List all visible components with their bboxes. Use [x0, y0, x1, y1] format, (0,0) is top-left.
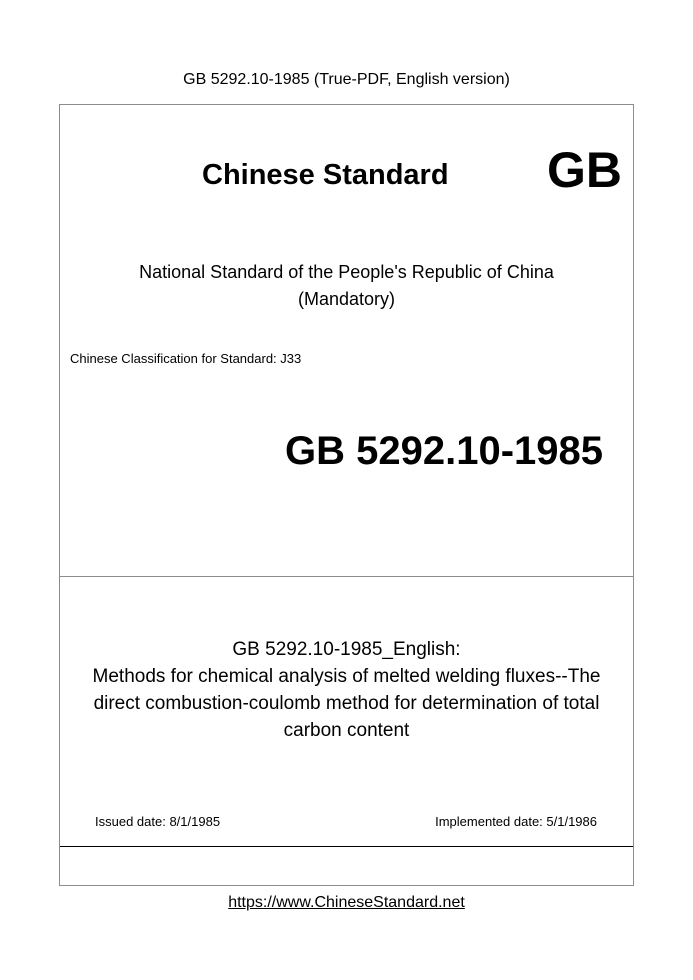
- national-standard-block: [60, 259, 633, 313]
- mandatory-label: (Mandatory): [297, 289, 396, 309]
- document-title-line: Methods for chemical analysis of melted welding fluxes--The: [92, 666, 601, 687]
- document-title-line: direct combustion-coulomb method for determination of total: [93, 693, 600, 714]
- gb-mark: GB: [547, 142, 622, 198]
- issued-date: Issued date: 8/1/1985: [95, 814, 221, 829]
- document-title-line: carbon content: [283, 720, 410, 741]
- cover-frame: [59, 104, 634, 886]
- page-header: GB 5292.10-1985 (True-PDF, English version): [183, 71, 510, 88]
- implemented-date: Implemented date: 5/1/1986: [435, 814, 597, 829]
- document-title-line: GB 5292.10-1985_English:: [232, 639, 461, 660]
- standard-number: GB 5292.10-1985: [285, 429, 604, 473]
- document-info-section: [60, 577, 633, 847]
- document-title: [60, 636, 633, 744]
- standard-title: Chinese Standard: [202, 159, 449, 191]
- website-link[interactable]: https://www.ChineseStandard.net: [228, 894, 465, 911]
- national-standard-line: National Standard of the People's Republic of China: [139, 262, 554, 282]
- footer: [0, 893, 693, 913]
- empty-bottom-box: [60, 847, 633, 887]
- cover-top-section: [60, 105, 633, 577]
- classification-text: Chinese Classification for Standard: J33: [70, 351, 302, 366]
